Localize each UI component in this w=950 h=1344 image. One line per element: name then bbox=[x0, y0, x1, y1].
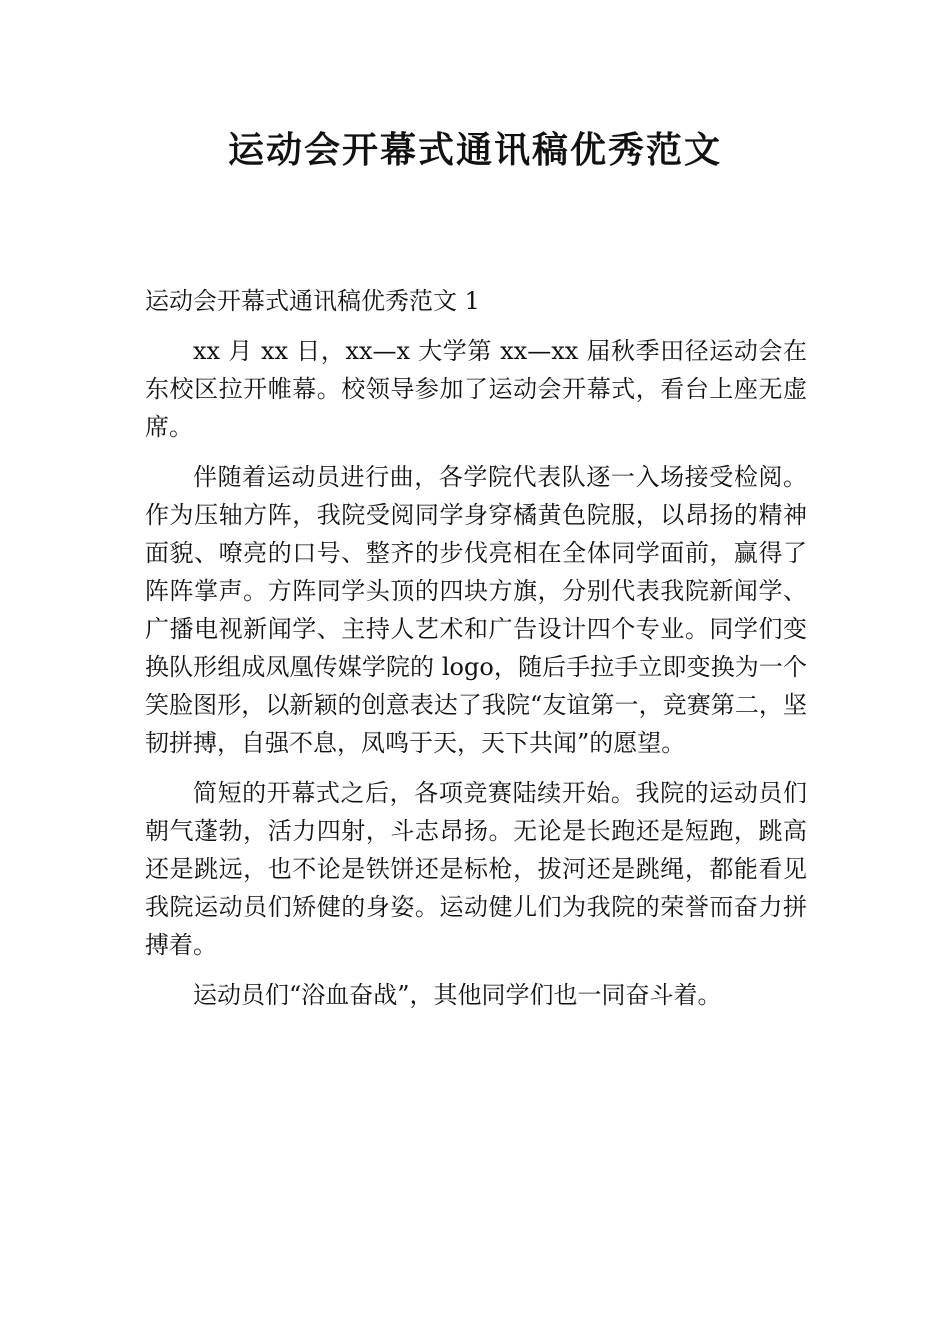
page-title: 运动会开幕式通讯稿优秀范文 bbox=[227, 130, 722, 171]
document-body bbox=[145, 282, 807, 1026]
paragraph-2: 伴随着运动员进行曲，各学院代表队逐一入场接受检阅。作为压轴方阵，我院受阅同学身穿橘黄色院服，以昂扬的精神面貌、嘹亮的口号、整齐的步伐亮相在全体同学面前，赢得了阵阵掌声。方阵同学头顶的四块方旗，分别代表我院新闻学、广播电视新闻学、主持人艺术和广告设计四个专业。同学们变换队形组成凤凰传媒学院的 logo，随后手拉手立即变换为一个笑脸图形，以新颖的创意表达了我院“友谊第一，竞赛第二，坚韧拼搏，自强不息，凤鸣于天，天下共闻”的愿望。 bbox=[145, 463, 807, 757]
paragraph-4: 运动员们“浴血奋战”，其他同学们也一同奋斗着。 bbox=[193, 981, 722, 1009]
paragraph-1: xx 月 xx 日，xx—x 大学第 xx—xx 届秋季田径运动会在东校区拉开帷幕。校领导参加了运动会开幕式，看台上座无虚席。 bbox=[145, 337, 807, 441]
paragraph-3: 简短的开幕式之后，各项竞赛陆续开始。我院的运动员们朝气蓬勃，活力四射，斗志昂扬。无论是长跑还是短跑，跳高还是跳远，也不论是铁饼还是标枪，拔河还是跳绳，都能看见我院运动员们矫健的身姿。运动健儿们为我院的荣誉而奋力拼搏着。 bbox=[145, 779, 807, 959]
section-heading: 运动会开幕式通讯稿优秀范文 1 bbox=[145, 287, 480, 315]
